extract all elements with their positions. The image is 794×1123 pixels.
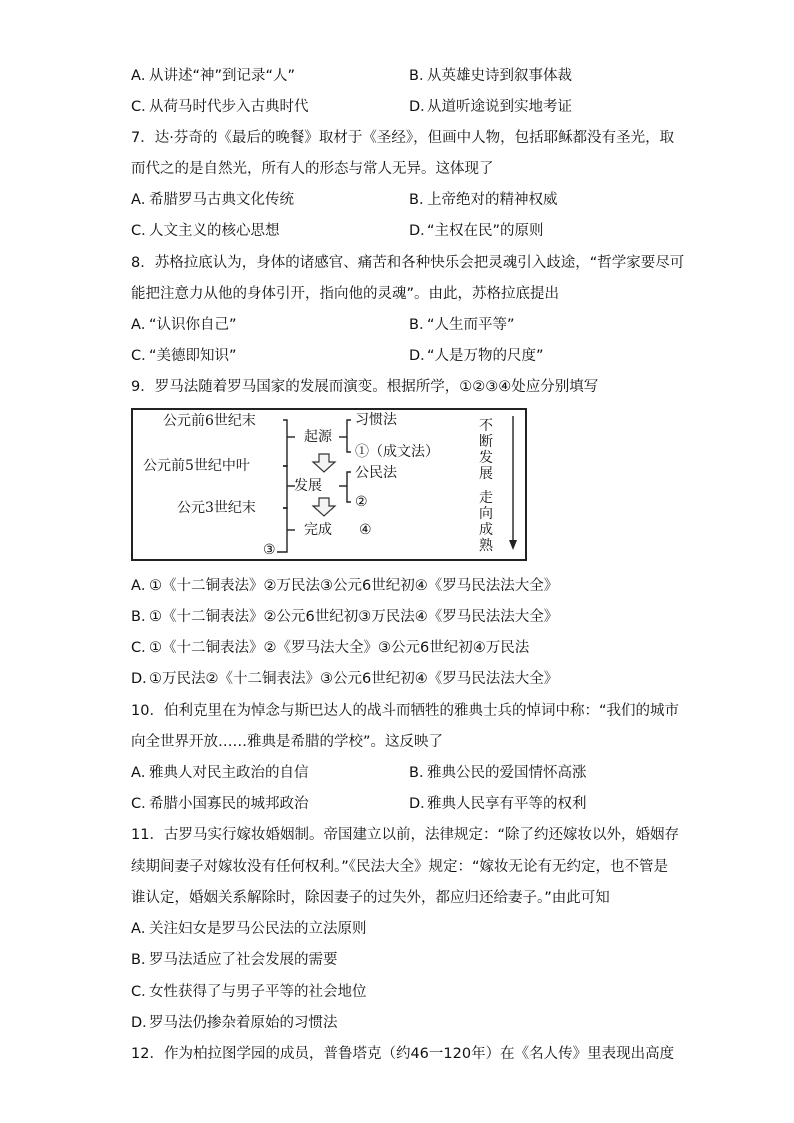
roman-law-diagram [131,408,527,561]
item-civil-law: 公民法 [355,465,397,481]
option-text: “人是万物的尺度” [427,348,544,364]
q9-stem: 9．罗马法随着罗马国家的发展而演变。根据所学，①②③④处应分别填写 [131,379,599,395]
option-text: 罗马法仍掺杂着原始的习惯法 [149,1015,338,1031]
q9-option-b [131,607,558,627]
option-text: 关注妇女是罗马公民法的立法原则 [149,921,367,937]
option-letter: A． [131,765,156,781]
option-letter: A． [131,921,156,937]
timeline-arrow-head [509,540,517,550]
option-text: ①《十二铜表法》②《罗马法大全》③公元6世纪初④万民法 [149,640,530,656]
option-text: 女性获得了与男子平等的社会地位 [149,984,367,1000]
option-letter: C． [131,984,156,1000]
q7-option-b [409,190,558,210]
option-text: “认识你自己” [149,317,237,333]
side-char: 断 [479,434,493,450]
option-text: “美德即知识” [149,348,237,364]
q9-option-c [131,638,529,658]
bracket-develop-items [347,472,351,502]
q7-option-d [409,221,544,241]
q6-option-c [131,97,309,117]
q11-stem-line2: 续期间妻子对嫁妆没有任何权利。”《民法大全》规定：“嫁妆无论有无约定，也不管是 [131,859,669,875]
q6-option-d [409,97,572,117]
q8-stem-line2: 能把注意力从他的身体引开，指向他的灵魂”。由此，苏格拉底提出 [131,286,560,302]
bracket-develop-times [283,466,287,508]
q10-option-d [409,794,587,814]
bracket-origin-items [347,420,351,452]
item-blank-4: ④ [359,522,372,538]
option-text: “人生而平等” [427,317,515,333]
option-letter: A． [131,68,156,84]
option-letter: B． [409,68,434,84]
time-label-1: 公元前6世纪末 [163,413,256,429]
option-text: 希腊罗马古典文化传统 [149,192,294,208]
q11-option-b [131,950,338,970]
time-label-2: 公元前5世纪中叶 [143,458,250,474]
option-letter: A． [131,317,156,333]
option-letter: D． [409,99,435,115]
side-char: 不 [479,418,493,434]
q6-option-b [409,66,572,86]
q8-option-b [409,315,515,335]
option-text: 从荷马时代步入古典时代 [149,99,309,115]
stage-develop: 发展 [294,478,322,494]
side-char: 发 [479,450,493,466]
q10-stem-line2: 向全世界开放……雅典是希腊的学校”。这反映了 [131,734,444,750]
bracket-origin-times [283,420,287,466]
option-text: 从道听途说到实地考证 [427,99,572,115]
q10-option-b [409,763,587,783]
q12-stem-line1: 12．作为柏拉图学园的成员，普鲁塔克（约46一120年）在《名人传》里表现出高度 [131,1046,675,1062]
down-arrow-2 [313,498,335,516]
bracket-complete-times [277,508,287,552]
q7-stem-line1: 7．达·芬奇的《最后的晚餐》取材于《圣经》，但画中人物，包括耶稣都没有圣光，取 [131,130,675,146]
q11-stem-line3: 谁认定，婚姻关系解除时，除因妻子的过失外，都应归还给妻子。”由此可知 [131,890,610,906]
option-letter: B． [409,192,434,208]
option-text: ①《十二铜表法》②万民法③公元6世纪初④《罗马民法法大全》 [149,578,559,594]
q8-option-c [131,346,237,366]
option-text: 从英雄史诗到叙事体裁 [427,68,572,84]
option-text: 雅典人对民主政治的自信 [149,765,309,781]
option-letter: C． [131,640,156,656]
option-letter: B． [131,609,156,625]
q9-option-a [131,576,558,596]
item-custom-law: 习惯法 [355,412,397,428]
option-text: 罗马法适应了社会发展的需要 [149,952,338,968]
time-label-4: ③ [263,542,276,558]
option-letter: C． [131,223,156,239]
option-letter: C． [131,99,156,115]
side-char: 熟 [479,538,493,554]
option-text: ①《十二铜表法》②公元6世纪初③万民法④《罗马民法法大全》 [149,609,559,625]
q7-option-a [131,190,294,210]
option-letter: B． [131,952,156,968]
option-text: ①万民法②《十二铜表法》③公元6世纪初④《罗马民法法大全》 [149,671,559,687]
option-letter: B． [409,765,434,781]
option-letter: D． [131,671,157,687]
option-letter: D． [409,348,435,364]
option-text: “主权在民”的原则 [427,223,544,239]
option-text: 希腊小国寡民的城邦政治 [149,796,309,812]
option-letter: D． [409,796,435,812]
q11-stem-line1: 11．古罗马实行嫁妆婚姻制。帝国建立以前，法律规定：“除了约还嫁妆以外，婚姻存 [131,827,679,843]
side-text-mature [478,490,494,554]
option-text: 人文主义的核心思想 [149,223,280,239]
side-char: 向 [479,506,493,522]
q11-option-a [131,919,367,939]
option-letter: C． [131,796,156,812]
q10-option-c [131,794,309,814]
q7-stem-line2: 而代之的是自然光，所有人的形态与常人无异。这体现了 [131,161,494,177]
q6-option-a [131,66,295,86]
option-text: 从讲述“神”到记录“人” [149,68,296,84]
side-text-develop [478,418,494,482]
stage-origin: 起源 [304,429,332,445]
option-letter: C． [131,348,156,364]
side-char: 展 [479,466,493,482]
item-written-law: ①（成文法） [355,444,439,460]
option-text: 上帝绝对的精神权威 [427,192,558,208]
option-letter: D． [409,223,435,239]
option-letter: A． [131,192,156,208]
q8-option-a [131,315,237,335]
q10-stem-line1: 10．伯利克里在为悼念与斯巴达人的战斗而牺牲的雅典士兵的悼词中称：“我们的城市 [131,703,679,719]
q11-option-d [131,1013,338,1033]
q8-option-d [409,346,544,366]
stage-complete: 完成 [304,522,332,538]
side-char: 成 [479,522,493,538]
q9-option-d [131,669,558,689]
q8-stem-line1: 8．苏格拉底认为，身体的诸感官、痛苦和各种快乐会把灵魂引入歧途，“哲学家要尽可 [131,255,685,271]
item-blank-2: ② [355,494,368,510]
option-letter: D． [131,1015,157,1031]
time-label-3: 公元3世纪末 [177,500,256,516]
option-letter: B． [409,317,434,333]
down-arrow-1 [313,454,335,472]
q10-option-a [131,763,309,783]
q7-option-c [131,221,280,241]
option-text: 雅典公民的爱国情怀高涨 [427,765,587,781]
q11-option-c [131,982,367,1002]
option-letter: A． [131,578,156,594]
side-char: 走 [479,490,493,506]
option-text: 雅典人民享有平等的权利 [427,796,587,812]
